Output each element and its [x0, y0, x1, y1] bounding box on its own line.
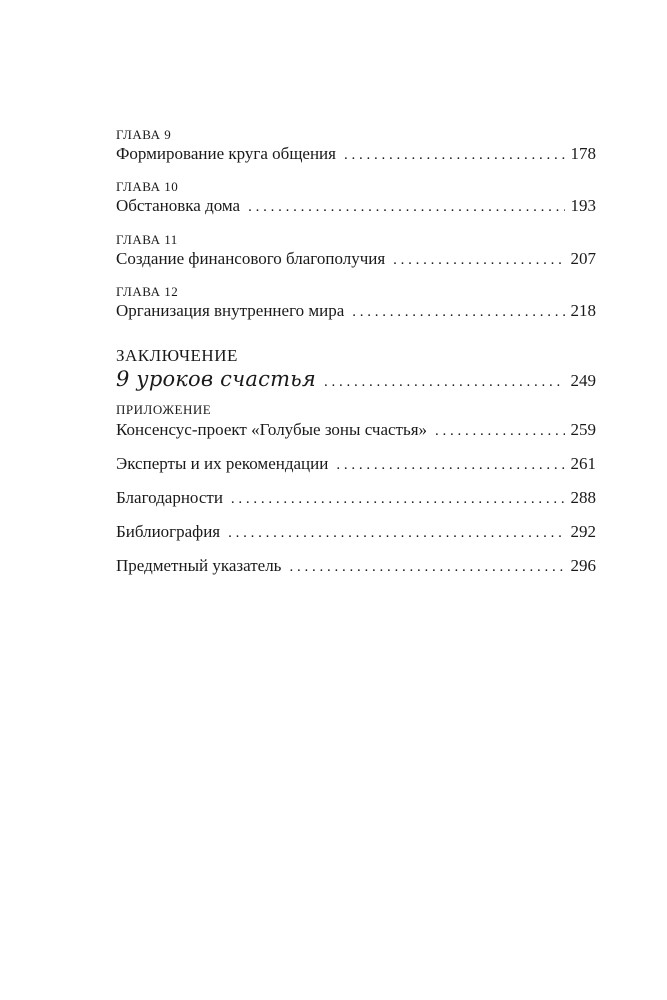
- page-number: 193: [570, 196, 596, 215]
- toc-line: [116, 143, 596, 165]
- toc-line: [116, 453, 596, 475]
- page-number: 207: [570, 249, 596, 268]
- chapter-title: Формирование круга общения: [116, 144, 336, 163]
- toc-line: [116, 521, 596, 543]
- appendix-item-title: Эксперты и их рекомендации: [116, 454, 329, 473]
- dot-leader: [352, 301, 564, 323]
- toc-entry-conclusion: [116, 346, 596, 392]
- dot-leader: [393, 249, 564, 271]
- appendix-label: ПРИЛОЖЕНИЕ: [116, 402, 212, 417]
- dot-leader: [248, 196, 564, 218]
- toc-line: [116, 419, 596, 441]
- toc-line: [116, 555, 596, 577]
- toc-line: [116, 195, 596, 217]
- chapter-label: ГЛАВА 11: [116, 232, 178, 247]
- dot-leader: [231, 488, 565, 510]
- page-number: 259: [570, 420, 596, 439]
- chapter-title: Обстановка дома: [116, 196, 241, 215]
- conclusion-title: 9 уроков счастья: [116, 367, 316, 391]
- conclusion-label: ЗАКЛЮЧЕНИЕ: [116, 346, 238, 365]
- page-number: 249: [570, 371, 596, 390]
- dot-leader: [324, 369, 565, 395]
- page-number: 261: [570, 454, 596, 473]
- chapter-label: ГЛАВА 10: [116, 179, 179, 194]
- page-number: 296: [570, 556, 596, 575]
- chapter-label: ГЛАВА 9: [116, 127, 172, 142]
- appendix-item-title: Консенсус-проект «Голубые зоны счастья»: [116, 420, 428, 439]
- toc-entry-chapter-10: [116, 179, 596, 217]
- page-number: 218: [570, 301, 596, 320]
- toc-entry-chapter-9: [116, 127, 596, 165]
- chapter-label: ГЛАВА 12: [116, 284, 179, 299]
- dot-leader: [435, 420, 564, 442]
- dot-leader: [228, 522, 564, 544]
- page-number: 288: [570, 488, 596, 507]
- page-number: 292: [570, 522, 596, 541]
- appendix-item-title: Благодарности: [116, 488, 223, 507]
- appendix-item-title: Предметный указатель: [116, 556, 282, 575]
- toc-line: [116, 366, 596, 392]
- chapter-title: Организация внутреннего мира: [116, 301, 345, 320]
- dot-leader: [344, 144, 565, 166]
- toc-entry-chapter-11: [116, 232, 596, 270]
- page-number: 178: [570, 144, 596, 163]
- toc-line: [116, 248, 596, 270]
- toc-line: [116, 487, 596, 509]
- toc-entry-chapter-12: [116, 284, 596, 322]
- toc-entry-appendix: [116, 402, 596, 577]
- chapter-title: Создание финансового благополучия: [116, 249, 386, 268]
- table-of-contents: [116, 127, 596, 577]
- dot-leader: [289, 556, 564, 578]
- appendix-item-title: Библиография: [116, 522, 221, 541]
- dot-leader: [336, 454, 564, 476]
- toc-line: [116, 300, 596, 322]
